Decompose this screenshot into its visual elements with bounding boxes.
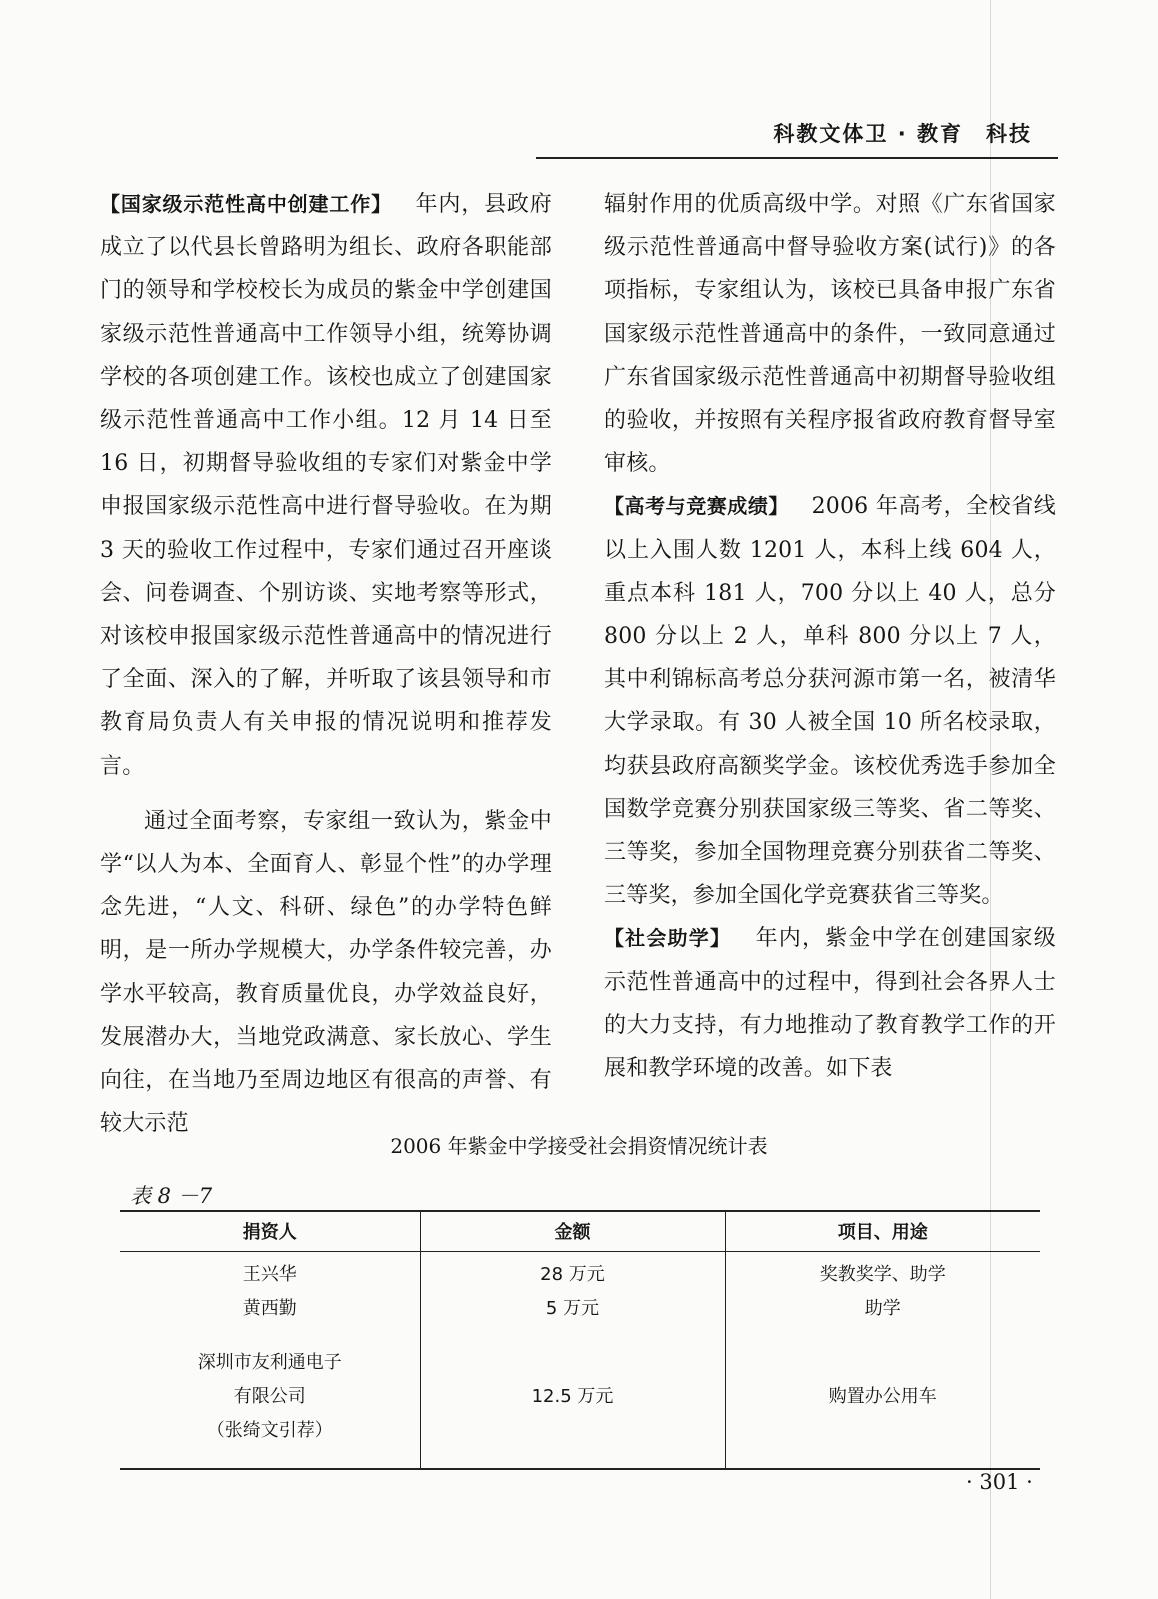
paragraph-text: 年内，县政府成立了以代县长曾路明为组长、政府各职能部门的领导和学校校长为成员的紫金中学创建国家级示范性普通高中工作领导小组，统筹协调学校的各项创建工作。该校也成立了创建国家级示范性普通高中工作小组。12 月 14 日至 16 日，初期督导验收组的专家们对紫金中学申报国家级示范性高中进行督导验收。在为期 3 天的验收工作过程中，专家们通过召开座谈会、问卷调查、个别访谈、实地考察等形式，对该校申报国家级示范性普通高中的情况进行了全面、深入的了解，并听取了该县领导和市教育局负责人有关申报的情况说明和推荐发言。 bbox=[100, 192, 552, 779]
table-title: 2006 年紫金中学接受社会捐资情况统计表 bbox=[390, 1134, 768, 1158]
donor-cell: 王兴华 bbox=[242, 1263, 297, 1285]
paragraph-exam-results bbox=[604, 485, 1056, 917]
purpose-cell: 购置办公用车 bbox=[725, 1326, 1040, 1469]
paragraph-text: 年内，紫金中学在创建国家级示范性普通高中的过程中，得到社会各界人士的大力支持，有力地推动了教育教学工作的开展和教学环境的改善。如下表 bbox=[604, 926, 1056, 1082]
amount-cell: 28 万元 bbox=[420, 1251, 725, 1292]
column-header-donor: 捐资人 bbox=[242, 1222, 297, 1244]
running-header: 科教文体卫 · 教育 科技 bbox=[773, 122, 1032, 146]
page-number: · 301 · bbox=[966, 1470, 1033, 1494]
table-row bbox=[120, 1251, 1040, 1292]
paragraph-evaluation: 通过全面考察，专家组一致认为，紫金中学“以人为本、全面育人、彰显个性”的办学理念先进，“人文、科研、绿色”的办学特色鲜明，是一所办学规模大，办学条件较完善，办学水平较高，教育质量优良，办学效益良好，发展潜办大，当地党政满意、家长放心、学生向往，在当地乃至周边地区有很高的声誉、有较大示范 bbox=[100, 808, 552, 1137]
amount-cell: 5 万元 bbox=[420, 1292, 725, 1326]
donor-cell: 黄西勤 bbox=[242, 1297, 297, 1319]
paragraph-creation bbox=[100, 183, 552, 788]
table-label: 表 8 －7 bbox=[130, 1184, 213, 1208]
amount-cell: 12.5 万元 bbox=[420, 1326, 725, 1469]
column-header-purpose: 项目、用途 bbox=[725, 1211, 1040, 1251]
paragraph-text: 2006 年高考，全校省线以上入围人数 1201 人，本科上线 604 人，重点本科 181 人，700 分以上 40 人，总分 800 分以上 2 人，单科 800 分以上 7 人，其中利锦标高考总分获河源市第一名，被清华大学录取。有 30 人被全国 10 所名校录取，均获县政府高额奖学金。该校优秀选手参加全国数学竞赛分别获国家级三等奖、省二等奖、三等奖，参加全国物理竞赛分别获省二等奖、三等奖，参加全国化学竞赛获省三等奖。 bbox=[604, 494, 1056, 909]
purpose-cell: 奖教奖学、助学 bbox=[725, 1251, 1040, 1292]
table-row bbox=[120, 1326, 1040, 1469]
table-header-row bbox=[120, 1211, 1040, 1251]
section-heading-exam: 【高考与竞赛成绩】 bbox=[604, 494, 789, 519]
donation-table bbox=[120, 1210, 1040, 1470]
column-header-amount: 金额 bbox=[420, 1211, 725, 1251]
right-column bbox=[604, 183, 1056, 1090]
section-heading-social-aid: 【社会助学】 bbox=[604, 926, 732, 951]
purpose-cell: 助学 bbox=[725, 1292, 1040, 1326]
table-row bbox=[120, 1292, 1040, 1326]
paragraph-continued: 辐射作用的优质高级中学。对照《广东省国家级示范性普通高中督导验收方案(试行)》的各项指标，专家组认为，该校已具备申报广东省国家级示范性普通高中的条件，一致同意通过广东省国家级示范性普通高中初期督导验收组的验收，并按照有关程序报省政府教育督导室审核。 bbox=[604, 192, 1056, 477]
section-heading-creation: 【国家级示范性高中创建工作】 bbox=[100, 192, 392, 216]
left-column bbox=[100, 183, 552, 1145]
paragraph-social-aid bbox=[604, 917, 1056, 1090]
header-rule bbox=[536, 157, 1058, 159]
donor-cell: 深圳市友利通电子 有限公司 （张绮文引荐） bbox=[197, 1351, 342, 1441]
